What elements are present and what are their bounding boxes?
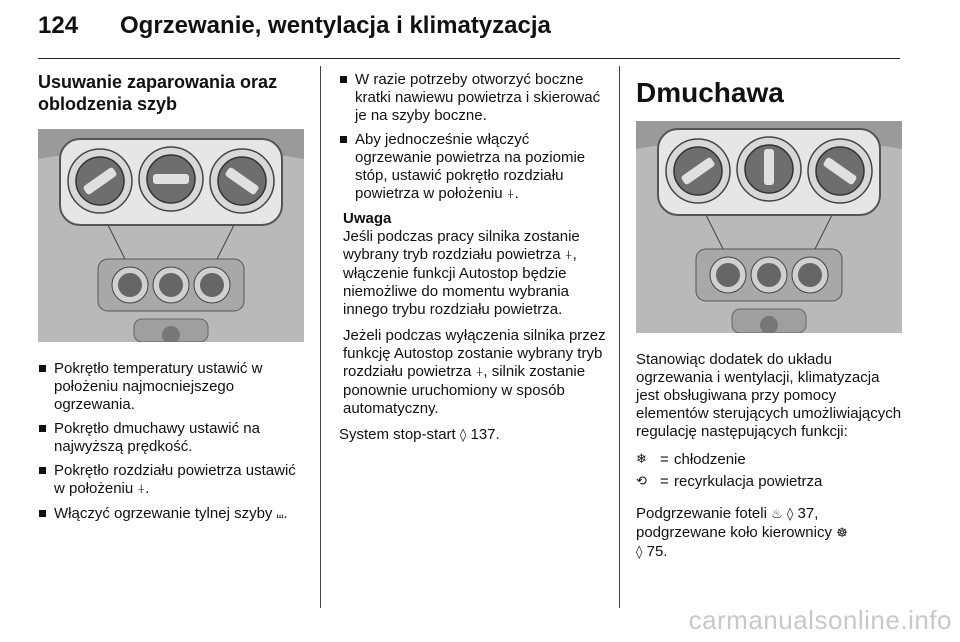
defrost-icon: ⍭ [475, 365, 484, 380]
steering-wheel-icon: ☸ [836, 526, 848, 541]
list-item: Pokrętło rozdziału powietrza ustawić w położeniu ⍭. [38, 462, 306, 499]
list-item: Pokrętło dmuchawy ustawić na najwyższą prędkość. [38, 420, 306, 456]
cooling-icon: ❄ [636, 452, 647, 467]
defrost-icon: ⍭ [137, 482, 146, 497]
column-blower [636, 71, 904, 570]
page-header [38, 12, 551, 52]
defrost-icon: ⍭ [564, 248, 573, 263]
steering-wheel-heating-reference: podgrzewane koło kierownicy ☸ ◊ 75. [636, 524, 848, 560]
column-defrost-continued [339, 71, 607, 453]
page-number: 124 [38, 12, 79, 39]
note-paragraph-1: Jeśli podczas pracy silnika zostanie wybrany tryb rozdziału powietrza ⍭, włączenie funkcji Autostop będzie niemożliwe do momentu wybrania innego trybu rozdziału powietrza. [343, 228, 580, 318]
seat-heating-reference: Podgrzewanie foteli ♨ ◊ 37, [636, 505, 819, 522]
page-title: Ogrzewanie, wentylacja i klimatyzacja [120, 12, 551, 39]
header-rule [38, 58, 900, 59]
rear-window-heating-icon: ⧢ [276, 507, 284, 522]
climate-panel-illustration [38, 129, 304, 342]
defrost-steps-continued [339, 71, 607, 204]
figure-climate-panel-1 [38, 129, 304, 342]
page-reference-icon: ◊ [459, 428, 467, 443]
section-title-defrost: Usuwanie zaparowania oraz oblodzenia szyb [38, 72, 278, 114]
section-title-blower: Dmuchawa [636, 77, 784, 108]
page-reference-icon: ◊ [636, 545, 643, 560]
figure-climate-panel-2 [636, 121, 902, 333]
note-heading: Uwaga [343, 210, 392, 227]
column-divider-1 [320, 66, 321, 608]
function-label: recyrkulacja powietrza [674, 473, 823, 490]
list-item: Włączyć ogrzewanie tylnej szyby ⧢. [38, 505, 306, 524]
feet-defrost-icon: ⍭ [506, 187, 515, 202]
climate-panel-illustration [636, 121, 902, 333]
note-box [339, 210, 607, 418]
watermark: carmanualsonline.info [688, 605, 952, 635]
list-item: Aby jednocześnie włączyć ogrzewanie powietrza na poziomie stóp, ustawić pokrętło rozdziału powietrza w położeniu ⍭. [339, 131, 607, 204]
blower-intro: Stanowiąc dodatek do układu ogrzewania i wentylacji, klimatyzacja jest obsługiwana przy pomocy elementów sterujących umożliwiających regulację następujących funkcji: [636, 351, 902, 440]
note-paragraph-2: Jeżeli podczas wyłączenia silnika przez funkcję Autostop zostanie wybrany tryb rozdziału powietrza ⍭, silnik zostanie ponownie uruchomiony w sposób automatyczny. [343, 327, 606, 417]
list-item: W razie potrzeby otworzyć boczne kratki nawiewu powietrza i skierować je na szyby boczne. [339, 71, 607, 125]
function-label: chłodzenie [674, 451, 746, 468]
page-reference-icon: ◊ [786, 507, 794, 522]
stop-start-reference: System stop-start ◊ 137. [339, 426, 500, 443]
defrost-steps [38, 360, 306, 524]
seat-heating-icon: ♨ [771, 507, 783, 522]
recirculation-icon: ⟲ [636, 474, 647, 489]
column-divider-2 [619, 66, 620, 608]
function-legend: ❄ = chłodzenie ⟲ = recyrkulacja powietrza [636, 449, 904, 493]
list-item: Pokrętło temperatury ustawić w położeniu najmocniejszego ogrzewania. [38, 360, 306, 414]
column-defrost [38, 71, 306, 530]
